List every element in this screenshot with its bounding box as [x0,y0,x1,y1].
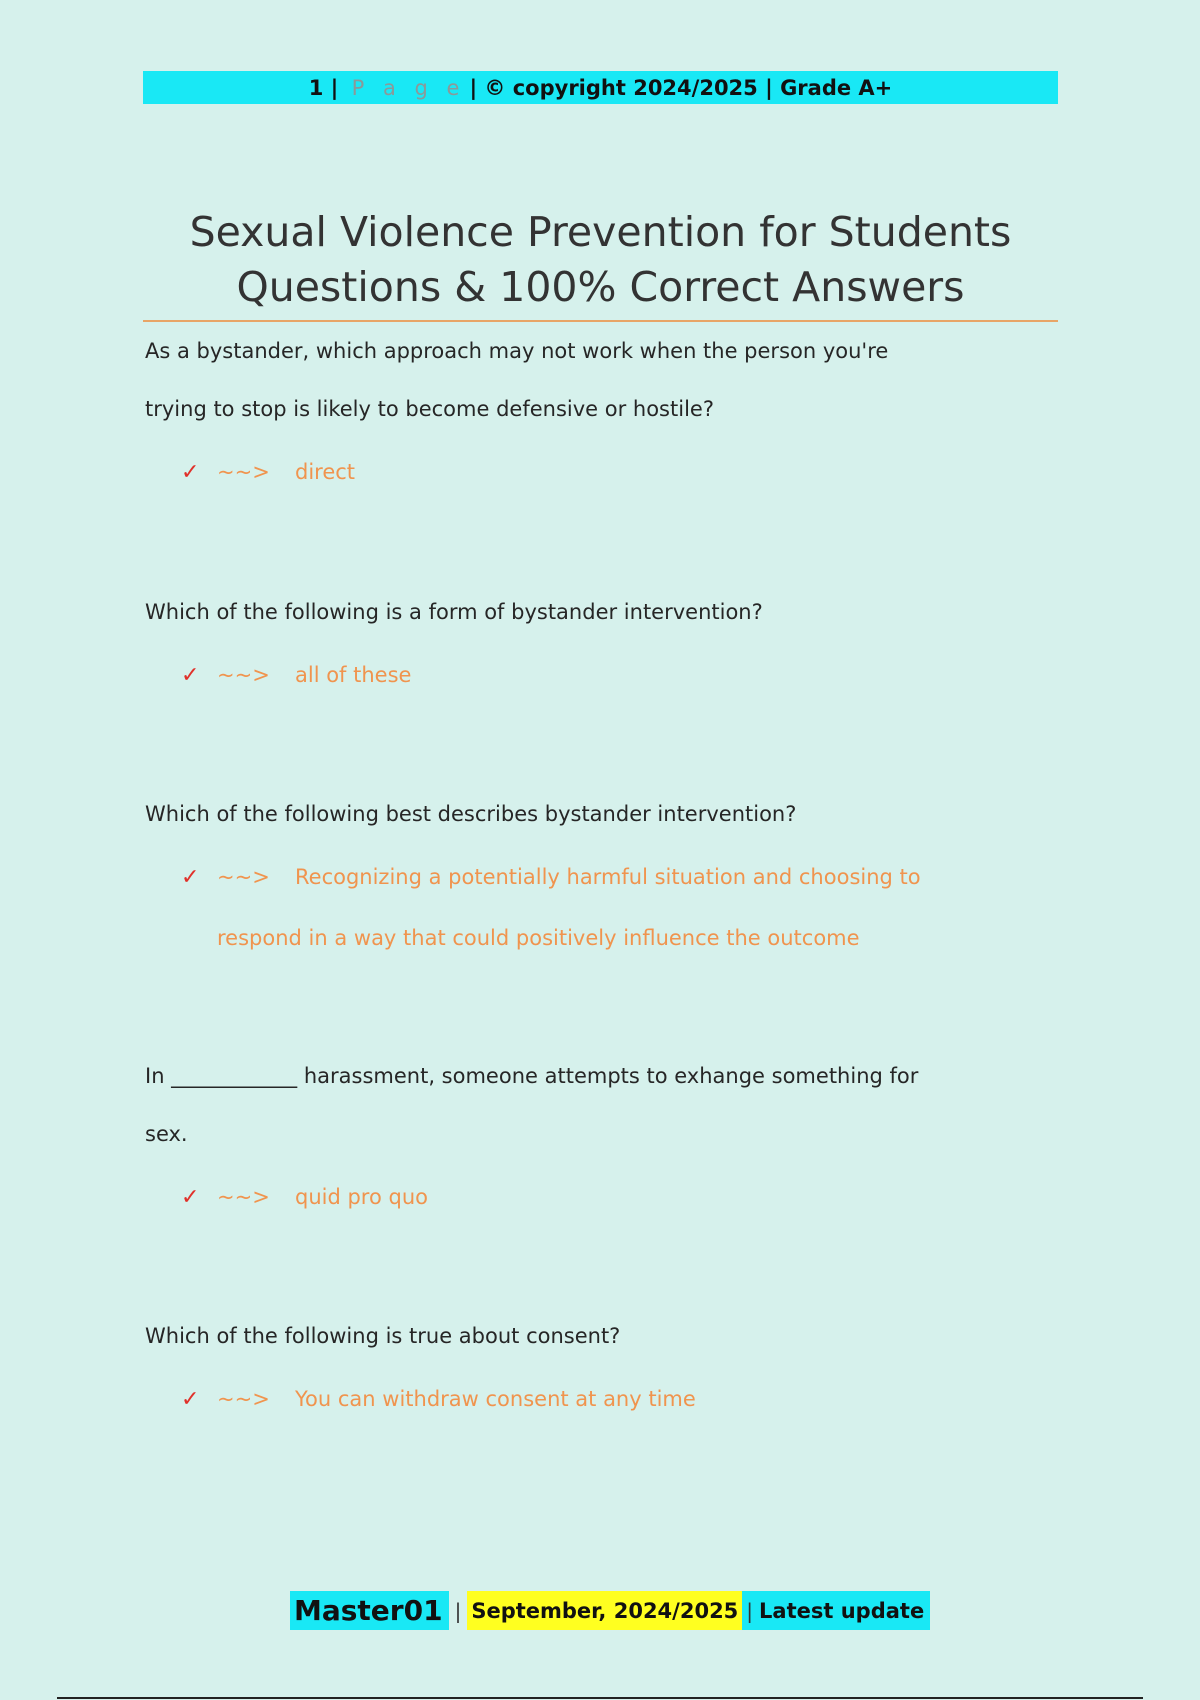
answer-line: You can withdraw consent at any time [295,1387,696,1411]
question [145,1307,1045,1365]
question-line: trying to stop is likely to become defensive or hostile? [145,397,714,421]
footer-separator: | [454,1598,462,1623]
answer [145,1167,1045,1228]
footer-separator: | [746,1598,754,1623]
question [145,322,1045,438]
answer-arrow: ~~> [217,663,270,687]
title-line-2: Questions & 100% Correct Answers [236,263,965,311]
answer-line: all of these [295,663,412,687]
qa-item [145,785,1045,969]
qa-item [145,322,1045,503]
answer-arrow: ~~> [217,1387,270,1411]
checkmark-icon: ✓ [181,1185,200,1210]
answer-line: respond in a way that could positively influence the outcome [217,926,860,950]
answer-arrow: ~~> [217,865,270,889]
answer-arrow: ~~> [217,1185,270,1209]
bottom-divider [57,1697,1143,1699]
checkmark-icon: ✓ [181,1387,200,1412]
footer-update-badge [742,1591,930,1630]
answer [145,645,1045,706]
question [145,1047,1045,1163]
page-title [143,205,1058,315]
answer [145,847,1045,969]
question-line: Which of the following best describes bystander intervention? [145,802,797,826]
footer-date: September, 2024/2025 [467,1591,742,1630]
qa-item [145,1307,1045,1430]
page-header [143,71,1058,104]
answer-line: Recognizing a potentially harmful situation and choosing to [295,865,921,889]
question-line: As a bystander, which approach may not work when the person you're [145,339,889,363]
header-separator: | [323,75,346,100]
page-footer [290,1591,930,1630]
question-line: Which of the following is a form of bystander intervention? [145,600,763,624]
question-line: In ____________ harassment, someone attempts to exhange something for [145,1064,919,1088]
page-word: P a g e [351,75,466,100]
answer-arrow: ~~> [217,460,270,484]
question-line: Which of the following is true about consent? [145,1324,621,1348]
checkmark-icon: ✓ [181,663,200,688]
copyright-text: | © copyright 2024/2025 | Grade A+ [469,75,893,100]
footer-update-label: Latest update [759,1598,925,1623]
title-line-1: Sexual Violence Prevention for Students [189,208,1012,256]
question [145,583,1045,641]
page-number: 1 [308,75,324,100]
answer [145,442,1045,503]
qa-item [145,1047,1045,1228]
author-name: Master01 [290,1591,449,1630]
answer [145,1369,1045,1430]
answer-line: quid pro quo [295,1185,428,1209]
question-line: sex. [145,1122,188,1146]
question [145,785,1045,843]
answer-line: direct [295,460,356,484]
checkmark-icon: ✓ [181,865,200,890]
qa-item [145,583,1045,706]
checkmark-icon: ✓ [181,460,200,485]
